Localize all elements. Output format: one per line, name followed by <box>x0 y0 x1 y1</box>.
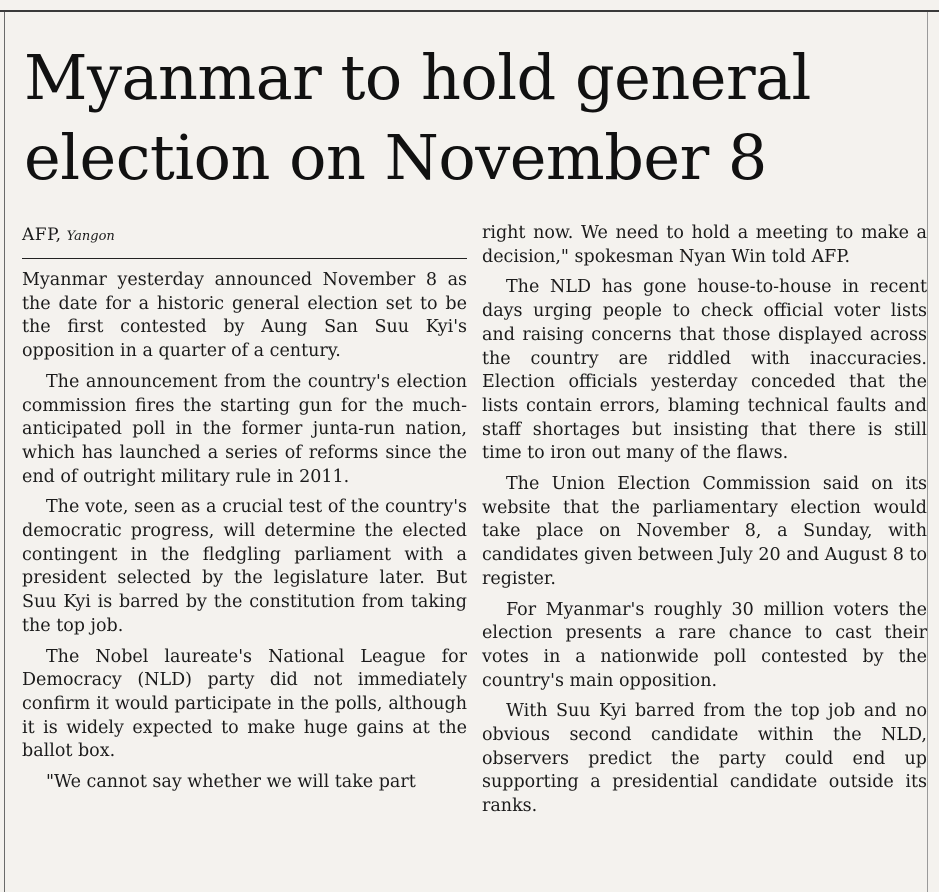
headline: Myanmar to hold general election on November 8 <box>24 41 811 194</box>
paragraph: right now. We need to hold a meeting to make a decision," spokesman Nyan Win told AFP. <box>482 223 927 267</box>
paragraph: With Suu Kyi barred from the top job and no obvious second candidate within the NLD, observers predict the party could end up supporting a presidential candidate outside its ranks. <box>482 701 927 817</box>
paragraph: "We cannot say whether we will take part <box>46 772 416 793</box>
article-column-left <box>22 222 467 795</box>
paragraph: Myanmar yesterday announced November 8 as the date for a historic general election set to be the first contested by Aung San Suu Kyi's opposition in a quarter of a century. <box>22 270 467 362</box>
top-rule <box>0 10 939 12</box>
paragraph: The vote, seen as a crucial test of the country's democratic progress, will determine the elected contingent in the fledgling parliament with a president selected by the legislature later. But Suu Kyi is barred by the constitution from taking the top job. <box>22 497 467 636</box>
paragraph: The Nobel laureate's National League for Democracy (NLD) party did not immediately confirm it would participate in the polls, although it is widely expected to make huge gains at the ballot box. <box>22 646 467 762</box>
byline <box>22 222 467 259</box>
byline-place: Yangon <box>66 229 115 244</box>
paragraph: The Union Election Commission said on its website that the parliamentary election would take place on November 8, a Sunday, with candidates given between July 20 and August 8 to register. <box>482 474 927 589</box>
article-column-right <box>482 222 927 819</box>
paragraph: The NLD has gone house-to-house in recent days urging people to check official voter lists and raising concerns that those displayed across the country are riddled with inaccuracies. Election officials yesterday conceded that the lists contain errors, blaming technical faults and staff shortages but insisting that there is still time to iron out many of the flaws. <box>482 277 927 464</box>
left-column-rule <box>4 12 5 892</box>
right-column-rule <box>927 12 928 892</box>
paragraph: For Myanmar's roughly 30 million voters the election presents a rare chance to cast their votes in a nationwide poll contested by the country's main opposition. <box>482 599 927 691</box>
paragraph: The announcement from the country's election commission fires the starting gun for the much-anticipated poll in the former junta-run nation, which has launched a series of reforms since the end of outright military rule in 2011. <box>22 371 467 487</box>
byline-agency: AFP, <box>22 225 62 245</box>
